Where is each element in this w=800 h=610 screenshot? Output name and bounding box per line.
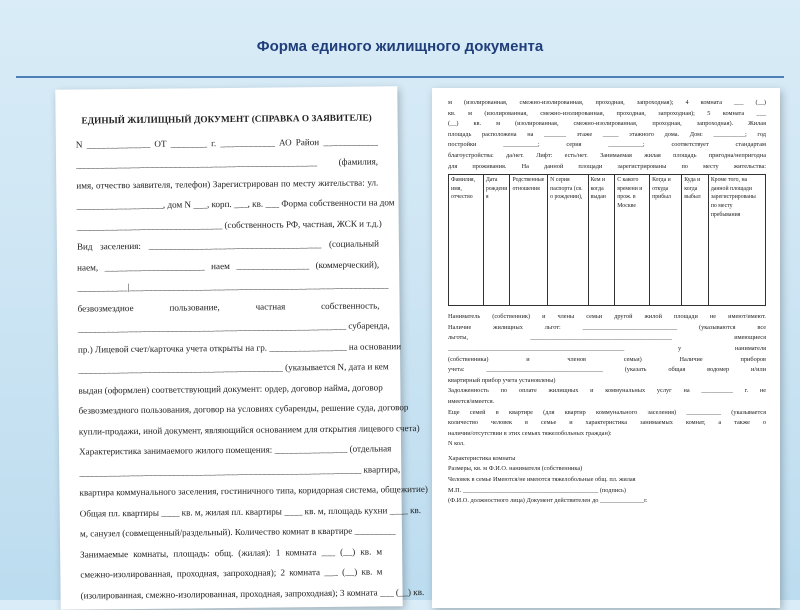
document-text-line: N кол. [448,440,465,448]
document-text-line: Занимаемые комнаты, площадь: общ. (жилая): 1 комната ___ (__) кв. м [80,545,383,560]
document-text-line: (__) кв. м (изолированная, смежно-изолированная, проходная, запроходная). Жилая [448,120,766,128]
slide-title: Форма единого жилищного документа [256,38,544,55]
table-column-header: Кем и когда выдан [588,175,615,306]
document-text-line: постройки ___________; серия ___________; соответствует стандартам [448,141,766,149]
document-text-line: ___________________________________________________________ субаренда, [77,320,390,334]
document-text-line: _____________________________________________________ (фамилия, [76,156,379,170]
document-title: ЕДИНЫЙ ЖИЛИЩНЫЙ ДОКУМЕНТ (СПРАВКА О ЗАЯВИТЕЛЕ) [81,113,372,127]
document-text-line: ________________________________ (собственность РФ, частная, ЖСК и т.д.) [76,217,382,232]
title-divider [16,76,784,78]
table-column-header: С какого времени и прож. в Москве [615,175,650,306]
table-column-header: Кроме того, на данной площади зарегистрированы по месту пребывания [708,175,765,306]
document-text-line: м, санузел (совмещенный/раздельный). Количество комнат в квартире _________ [79,525,396,539]
document-text-line: безвозмездного пользования, договор на условиях субаренды, решение суда, договор [78,402,409,416]
table-column-header: Дата рождения [483,175,510,306]
table-column-header: Родственные отношения [510,175,548,306]
document-text-line: N ______________ ОТ ________ г. ____________ АО Район ____________ [75,135,378,150]
table-column-header: Фамилия, имя, отчество [449,175,484,306]
table-column-header: Когда и откуда прибыл [650,175,682,306]
document-text-line: льготы, _____________________________________________ имеющиеся [448,334,766,342]
document-text-line: площадь расположена на _______ этаже _____ этажного дома. Дом: __________; год [448,130,766,138]
document-text-line: кв. м (изолированная, смежно-изолированная, проходная, запроходная); 5 комната ___ [448,109,766,117]
document-text-line: Еще семей в квартире (для квартир коммунального заселения) ___________ (указывается [448,408,766,416]
document-text-line: для проживания. На данной площади зарегистрированы по месту жительства: [448,162,766,170]
document-text-line: безвозмездное пользование, частная собственность, [77,299,380,314]
document-text-line: наем, ______________________ наем ________________ (коммерческий), [77,258,380,273]
document-text-line: имя, отчество заявителя, телефон) Зарегистрирован по месту жительства: ул. [76,176,379,191]
document-text-line: Вид заселения: ______________________________________ (социальный [76,238,379,252]
document-text-line: (изолированная, смежно-изолированная, проходная, запроходная); 3 комната ___ (__) кв. [80,586,425,601]
document-text-line: (собственника) и членов семьи) Наличие приборов [448,355,766,363]
document-text-line: ___________________, дом N ___, корп. ___, кв. ___ Форма собственности на дом [76,197,395,211]
document-text-line: имеется/имеется. [448,397,495,405]
document-text-line: купли-продажи, иной документ, являющийся основанием для открытия лицевого счета) [78,422,420,437]
table-column-header: N серия паспорта (св. о рождении), [548,175,588,306]
document-page-left [55,86,428,610]
table-column-header: Куда и когда выбыл [682,175,709,306]
document-text-line: выдан (оформлен) соответствующий документ: ордер, договор найма, договор [78,381,383,396]
document-text-line: (Ф.И.О. должностного лица) Документ действителен до ______________г. [448,497,648,505]
document-text-line: Характеристика занимаемого жилого помещения: ________________ (отдельная [79,443,392,457]
document-text-line: наличии/отсутствии в этих семьях тяжелобольных граждан): [448,429,612,437]
document-text-line: ______________________________________________________________ квартира, [79,463,401,478]
document-text-line: Наличие жилищных льгот: ______________________________ (указываются все [448,323,766,331]
residents-table [448,174,766,306]
document-text-line: пр.) Лицевой счет/карточка учета открыты на гр. _________________ на основании [77,340,402,355]
document-text-line: Задолженность по оплате жилищных и коммунальных услуг на __________ г. не [448,387,766,395]
document-text-line: Общая пл. квартиры ____ кв. м, жилая пл. квартиры ____ кв. м, площадь кухни ____ кв. [79,504,422,519]
document-text-line: количество человек в семье и характеристика занимаемых комнат, а также о [448,419,766,427]
document-text-line: М.П. ___________________________________________ (подпись) [448,486,626,494]
document-page-right [432,88,780,608]
document-text-line: Размеры, кв. м Ф.И.О. нанимателя (собственника) [448,465,583,473]
document-text-line: ________________________________________________________ у нанимателя [448,344,766,352]
document-text-line: благоустройства: да/нет. Лифт: есть/нет. Занимаемая жилая площадь пригодна/непригодна [448,151,766,159]
document-text-line: Человек в семье Имеются/не имеются тяжелобольные общ. пл. жилая [448,476,636,484]
document-text-line: квартира коммунального заселения, гостиничного типа, коридорная система, общежитие) [79,483,428,498]
document-text-line: _____________________________________________ (указывается N, дата и кем [78,361,389,375]
document-text-line: смежно-изолированная, проходная, запроходная); 2 комната ___ (__) кв. м [80,566,383,580]
document-text-line: квартирный прибор учета установлены) [448,376,556,384]
document-text-line: учета: _____________________________________ (указать общая водомер и/или [448,366,766,374]
document-text-line: ___________|_________________________________________________________ [77,279,389,293]
document-text-line: Характеристика комнаты [448,454,516,462]
document-text-line: м (изолированная, смежно-изолированная, проходная, запроходная); 4 комната ___ (__) [448,99,766,106]
document-text-line: Наниматель (собственник) и члены семьи другой жилой площади не имеют/имеют. [448,313,766,321]
